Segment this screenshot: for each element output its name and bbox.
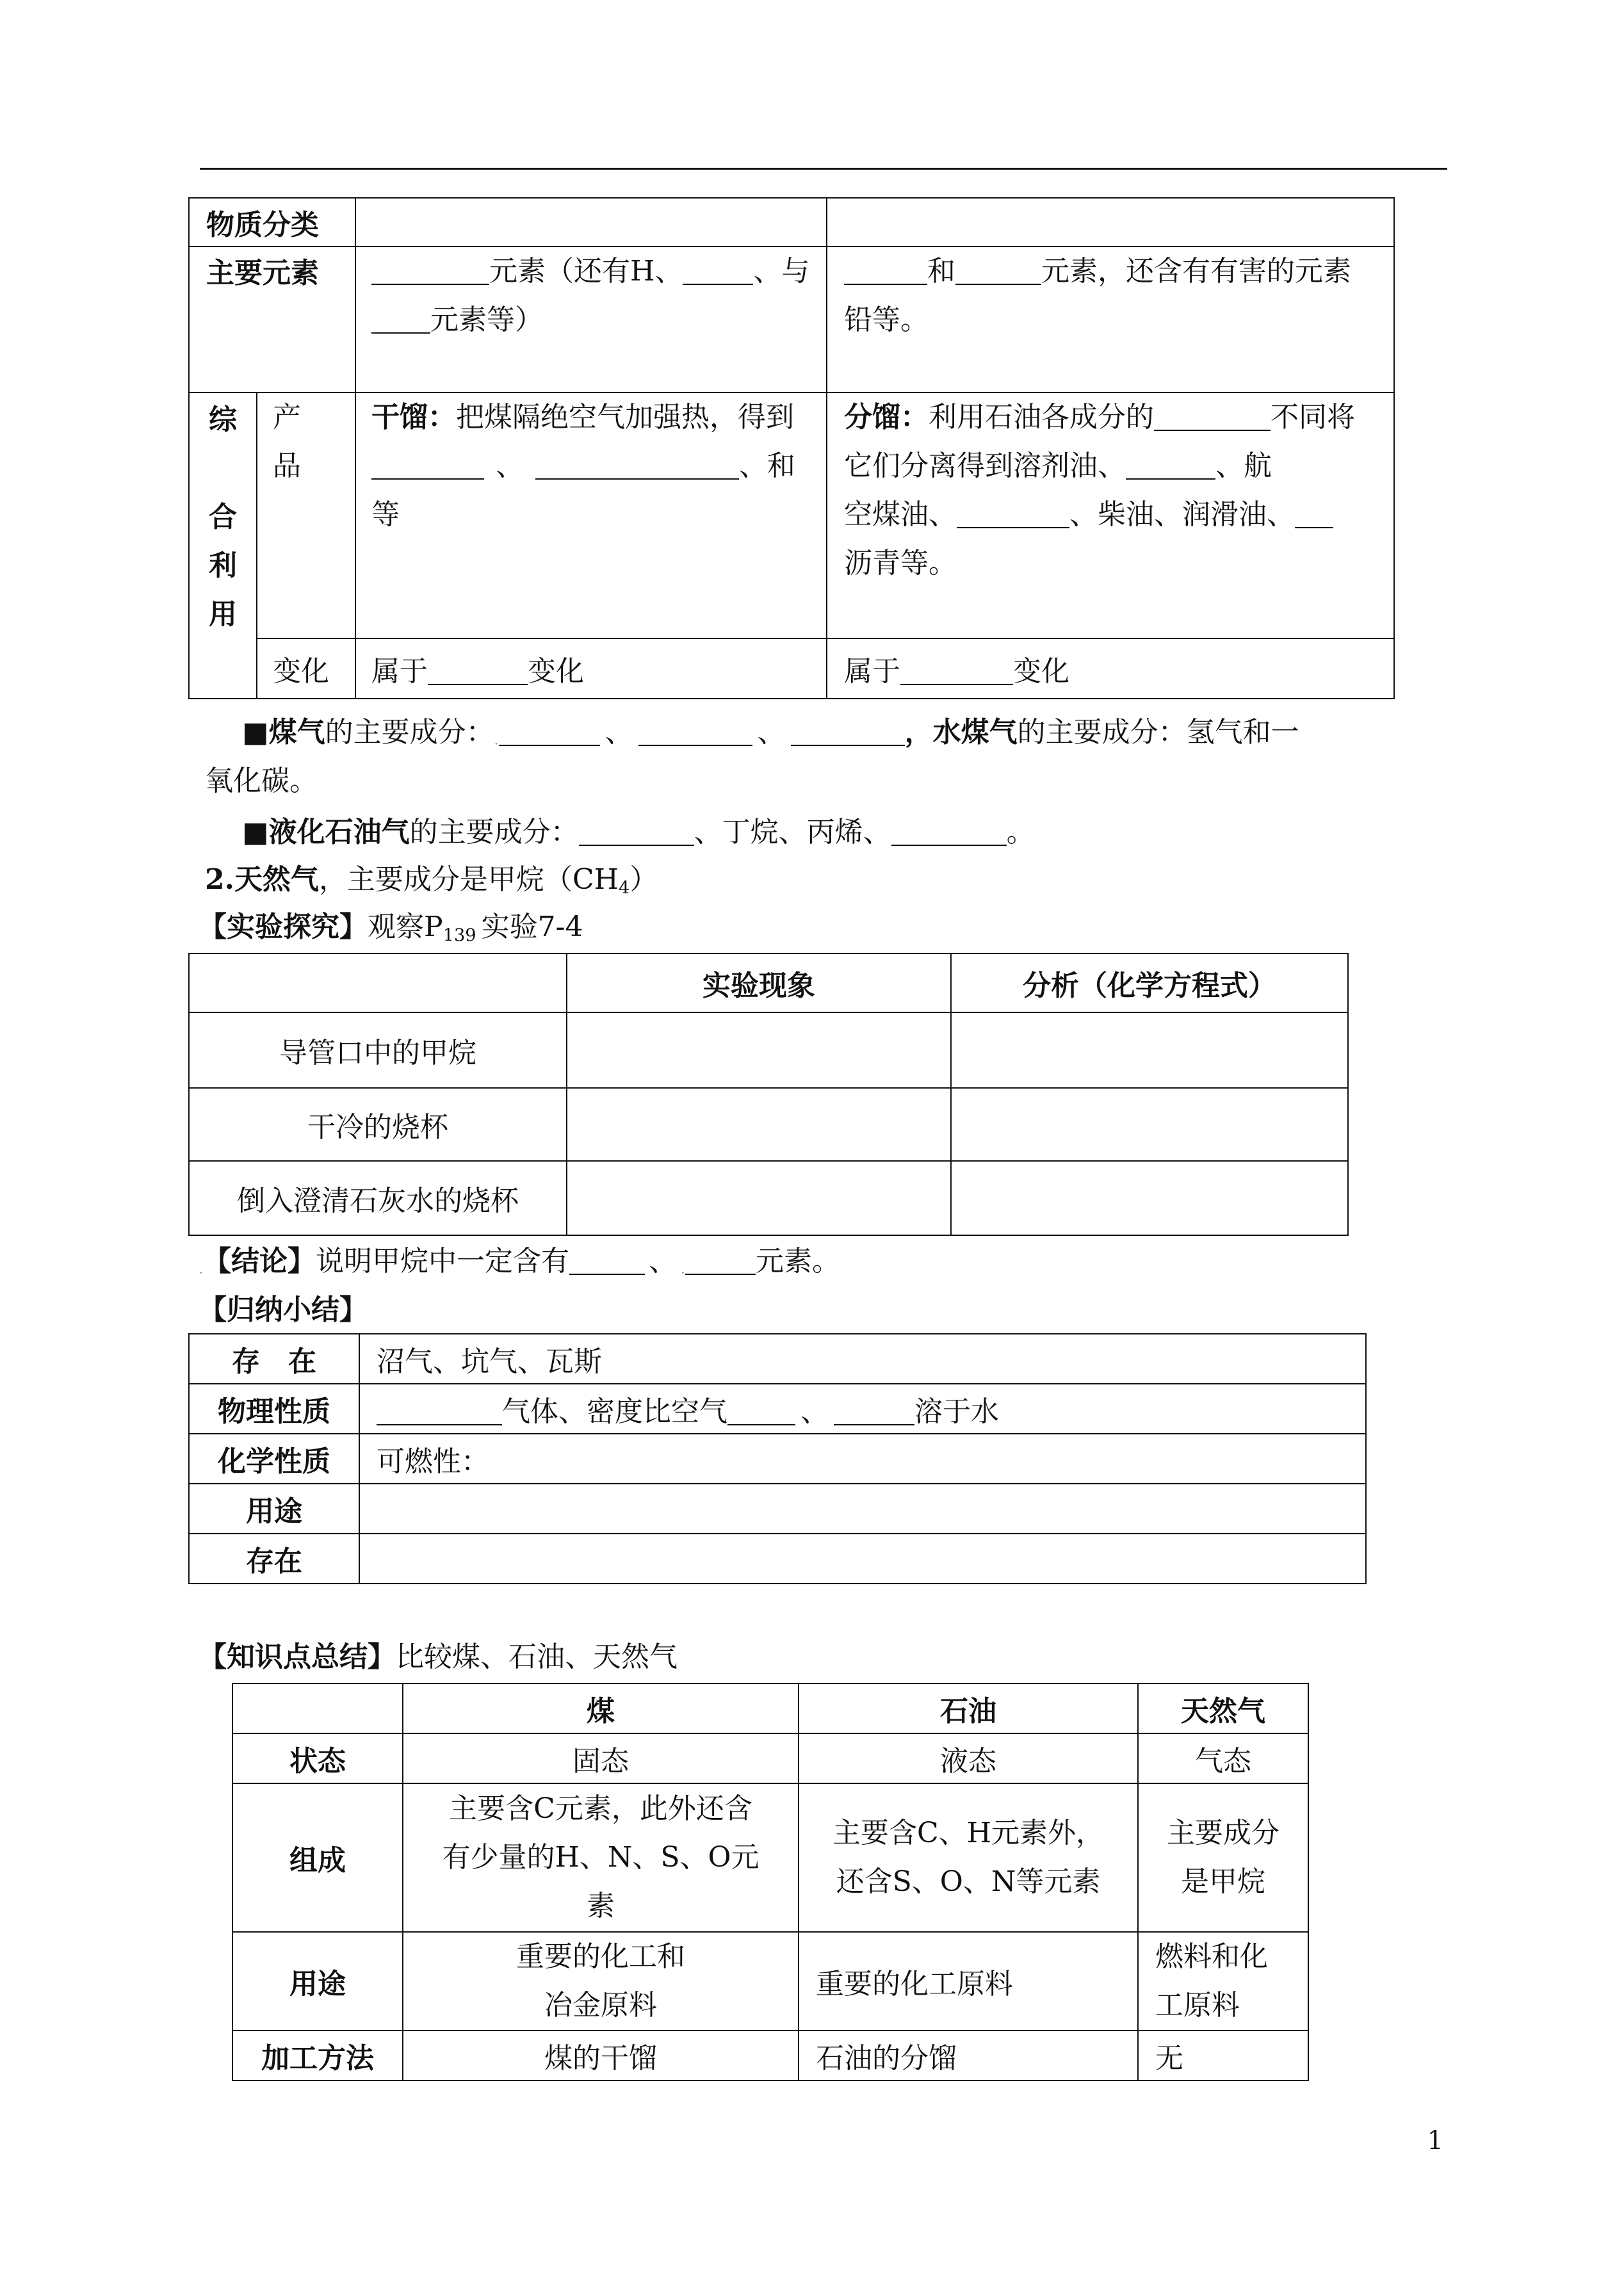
summary-label: 存在 bbox=[189, 1534, 359, 1584]
blank bbox=[1154, 401, 1271, 431]
exp-row-label: 干冷的烧杯 bbox=[189, 1088, 567, 1161]
header-phenomenon: 实验现象 bbox=[567, 953, 951, 1012]
knowledge-cell: 主要成分 是甲烷 bbox=[1138, 1783, 1308, 1932]
header-oil: 石油 bbox=[799, 1683, 1138, 1733]
header-rule bbox=[200, 168, 1447, 170]
cell-oil-elements: 和 元素，还含有有害的元素 铅等。 bbox=[827, 247, 1394, 393]
natural-gas-heading: 2.天然气，主要成分是甲烷$(CH_4)$ bbox=[205, 863, 658, 898]
knowledge-heading: 【知识点总结】比较煤、石油、天然气 bbox=[199, 1641, 678, 1673]
blank bbox=[834, 1396, 914, 1425]
knowledge-cell: 主要含C元素，此外还含 有少量的H、N、S、O元 素 bbox=[403, 1783, 799, 1932]
exp-row-label: 导管口中的甲烷 bbox=[189, 1012, 567, 1088]
summary-value bbox=[359, 1534, 1366, 1584]
blank bbox=[371, 255, 489, 285]
knowledge-cell: 固态 bbox=[403, 1733, 799, 1783]
exp-cell bbox=[951, 1088, 1348, 1161]
summary-table bbox=[188, 1333, 1367, 1584]
cell-coal-product: 干馏：把煤隔绝空气加强热，得到 、 、和 等 bbox=[355, 393, 827, 638]
lpg-line: ■液化石油气的主要成分： 、丁烷、丙烯、 。 bbox=[242, 816, 1035, 848]
knowledge-cell: 燃料和化 工原料 bbox=[1138, 1932, 1308, 2031]
summary-value: 沼气、坑气、瓦斯 bbox=[359, 1334, 1366, 1384]
conclusion-line: .【结论】说明甲烷中一定含有 、 . 元素。 bbox=[199, 1245, 840, 1277]
experiment-table bbox=[188, 953, 1349, 1236]
summary-label: 用途 bbox=[189, 1484, 359, 1534]
coal-gas-line: ■煤气的主要成分：. 、 、 ，水煤气的主要成分：氢气和一 bbox=[242, 716, 1299, 749]
blank bbox=[371, 304, 430, 334]
knowledge-table bbox=[232, 1683, 1309, 2081]
blank bbox=[900, 656, 1013, 685]
coal-oil-table bbox=[188, 197, 1395, 699]
exp-cell bbox=[567, 1161, 951, 1235]
blank bbox=[638, 717, 752, 746]
exp-cell bbox=[567, 1088, 951, 1161]
sub-label-product: 产 品 bbox=[257, 393, 355, 638]
row-label-elements: 主要元素 bbox=[189, 247, 355, 393]
exp-cell bbox=[567, 1012, 951, 1088]
knowledge-cell: 无 bbox=[1138, 2031, 1308, 2080]
blank bbox=[891, 816, 1007, 846]
exp-cell bbox=[951, 1012, 1348, 1088]
knowledge-cell: 石油的分馏 bbox=[799, 2031, 1138, 2080]
knowledge-cell: 气态 bbox=[1138, 1733, 1308, 1783]
blank bbox=[685, 1245, 756, 1275]
blank bbox=[569, 1245, 645, 1275]
cell-coal-elements: 元素（还有H、 、与 元素等） bbox=[355, 247, 827, 393]
exp-row-label: 倒入澄清石灰水的烧杯 bbox=[189, 1161, 567, 1235]
blank bbox=[499, 717, 600, 746]
blank bbox=[955, 255, 1041, 285]
blank bbox=[683, 255, 753, 285]
knowledge-cell: 重要的化工和 冶金原料 bbox=[403, 1932, 799, 2031]
blank bbox=[371, 450, 484, 480]
summary-label: 物理性质 bbox=[189, 1384, 359, 1434]
blank bbox=[957, 499, 1069, 528]
page-number: 1 bbox=[1427, 2126, 1443, 2155]
summary-heading: 【归纳小结】 bbox=[199, 1293, 368, 1326]
blank bbox=[1126, 450, 1215, 480]
knowledge-label: 用途 bbox=[232, 1932, 403, 2031]
blank bbox=[727, 1396, 795, 1425]
exp-cell bbox=[951, 1161, 1348, 1235]
summary-value-physical: 气体、密度比空气 、 溶于水 bbox=[359, 1384, 1366, 1434]
summary-label: 存 在 bbox=[189, 1334, 359, 1384]
blank bbox=[428, 656, 528, 685]
sub-label-change: 变化 bbox=[257, 638, 355, 699]
row-label-classification: 物质分类 bbox=[189, 198, 355, 247]
knowledge-cell: 液态 bbox=[799, 1733, 1138, 1783]
knowledge-cell: 主要含C、H元素外， 还含S、O、N等元素 bbox=[799, 1783, 1138, 1932]
blank bbox=[791, 717, 905, 746]
cell-oil-classification bbox=[827, 198, 1394, 247]
blank bbox=[1295, 499, 1333, 528]
knowledge-cell: 煤的干馏 bbox=[403, 2031, 799, 2080]
blank bbox=[579, 816, 694, 846]
cell-oil-change: 属于 变化 bbox=[827, 638, 1394, 699]
summary-value: 可燃性： bbox=[359, 1434, 1366, 1484]
knowledge-label: 组成 bbox=[232, 1783, 403, 1932]
summary-value bbox=[359, 1484, 1366, 1534]
knowledge-label: 状态 bbox=[232, 1733, 403, 1783]
cell-coal-classification bbox=[355, 198, 827, 247]
cell-coal-change: 属于 变化 bbox=[355, 638, 827, 699]
experiment-heading: 【实验探究】观察$P_{139}$ 实验7-4 bbox=[199, 911, 583, 946]
coal-gas-line-2: 氧化碳。 bbox=[205, 765, 318, 797]
header-natural-gas: 天然气 bbox=[1138, 1683, 1308, 1733]
knowledge-label: 加工方法 bbox=[232, 2031, 403, 2080]
row-label-utilization: 综 合 利 用 bbox=[189, 393, 257, 699]
blank bbox=[844, 255, 927, 285]
cell-oil-product: 分馏：利用石油各成分的 不同将 它们分离得到溶剂油、 、航 空煤油、 、柴油、润滑油、 沥青等。 bbox=[827, 393, 1394, 638]
blank bbox=[377, 1396, 502, 1425]
summary-label: 化学性质 bbox=[189, 1434, 359, 1484]
header-analysis: 分析（化学方程式） bbox=[951, 953, 1348, 1012]
header-coal: 煤 bbox=[403, 1683, 799, 1733]
blank bbox=[535, 450, 739, 480]
knowledge-cell: 重要的化工原料 bbox=[799, 1932, 1138, 2031]
